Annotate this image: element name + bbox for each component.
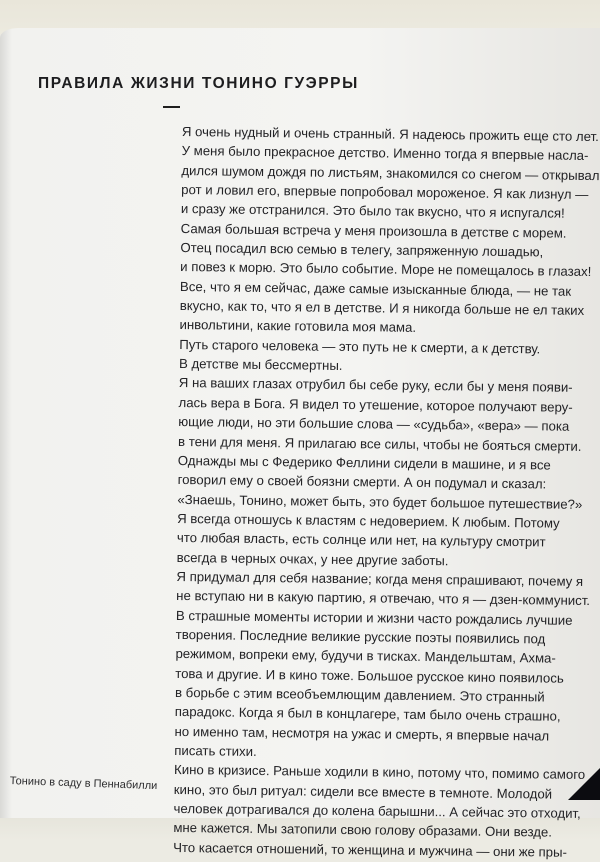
- text-line: писать стихи.: [174, 742, 257, 759]
- text-line: кино, это был ритуал: сидели все вместе в темноте. Молодой: [173, 781, 553, 802]
- dark-corner: [568, 768, 600, 800]
- text-line: Однажды мы с Федерико Феллини сидели в машине, и я все: [177, 452, 551, 473]
- text-line: ющие люди, но эти большие слова — «судьба», «вера» — пока: [178, 414, 570, 434]
- page-title: ПРАВИЛА ЖИЗНИ ТОНИНО ГУЭРРЫ: [38, 75, 359, 92]
- text-line: режимом, вопреки ему, будучи в тисках. Мандельштам, Ахма-: [175, 646, 556, 666]
- text-line: в борьбе с этим всеобъемлющим давлением. Это странный: [174, 684, 545, 705]
- text-line: говорил ему о своей боязни смерти. А он подумал и сказал:: [177, 472, 547, 492]
- text-line: но именно там, несмотря на ужас и смерть, я впервые начал: [174, 723, 550, 744]
- text-line: человек дотрагивался до колена барышни... А сейчас это отходит,: [173, 800, 581, 821]
- text-line: Я придумал для себя название; когда меня спрашивают, почему я: [176, 568, 584, 589]
- text-line: Все, что я ем сейчас, даже самые изысканные блюда, — не так: [179, 278, 572, 299]
- text-line: в тени для меня. Я прилагаю все силы, чтобы не бояться смерти.: [178, 433, 582, 454]
- text-line: това и другие. И в кино тоже. Большое русское кино появилось: [175, 665, 564, 686]
- text-line: Кино в кризисе. Раньше ходили в кино, потому что, помимо самого: [173, 762, 586, 783]
- text-line: В страшные моменты истории и жизни часто рождались лучшие: [175, 607, 573, 628]
- book-page: [0, 28, 600, 860]
- text-line: Я очень нудный и очень странный. Я надеюсь прожить еще сто лет.: [181, 123, 599, 145]
- text-line: Самая большая встреча у меня произошла в детстве с морем.: [180, 220, 567, 241]
- text-line: дился шумом дождя по листьям, знакомился со снегом — открывал: [181, 162, 600, 183]
- text-line: и сразу же отстранился. Это было так вкусно, что я испугался!: [180, 201, 565, 222]
- text-line: Что касается отношений, то женщина и мужчина — они же пры-: [173, 839, 568, 860]
- text-line: мне кажется. Мы затопили свою голову образами. Они везде.: [173, 820, 553, 840]
- text-line: рот и ловил его, впервые попробовал мороженое. Я как лизнул —: [181, 182, 589, 203]
- text-line: не вступаю ни в какую партию, я отвечаю, что я — дзен-коммунист.: [176, 588, 591, 609]
- photo-caption: Тонино в саду в Пеннабилли: [9, 775, 158, 793]
- text-line: Путь старого человека — это путь не к смерти, а к детству.: [179, 336, 541, 357]
- text-line: вкусно, как то, что я ел в детстве. И я никогда больше не ел таких: [179, 298, 585, 319]
- text-line: парадокс. Когда я был в концлагере, там было очень страшно,: [174, 704, 561, 724]
- text-line: В детстве мы бессмертны.: [178, 356, 343, 374]
- text-line: всегда в черных очках, у нее другие заботы.: [176, 549, 449, 568]
- text-line: лась вера в Бога. Я видел то утешение, которое получают веру-: [178, 394, 573, 415]
- text-line: и повез к морю. Это было событие. Море не помещалось в глазах!: [180, 259, 592, 280]
- article-body: [173, 122, 600, 862]
- text-line: творения. Последние великие русские поэты появились под: [175, 626, 546, 647]
- text-line: Отец посадил всю семью в телегу, запряженную лошадью,: [180, 240, 544, 260]
- text-line: что любая власть, есть солнце или нет, на культуру смотрит: [176, 530, 546, 550]
- text-line: Я всегда отношусь к властям с недоверием. К любым. Потому: [177, 510, 560, 531]
- text-line: «Знаешь, Тонино, может быть, это будет большое путешествие?»: [177, 491, 583, 512]
- title-dash-divider: [163, 106, 180, 108]
- text-line: инвольтини, какие готовила моя мама.: [179, 317, 417, 336]
- text-line: У меня было прекрасное детство. Именно тогда я впервые насла-: [181, 143, 589, 164]
- text-line: Я на ваших глазах отрубил бы себе руку, если бы у меня появи-: [178, 375, 573, 396]
